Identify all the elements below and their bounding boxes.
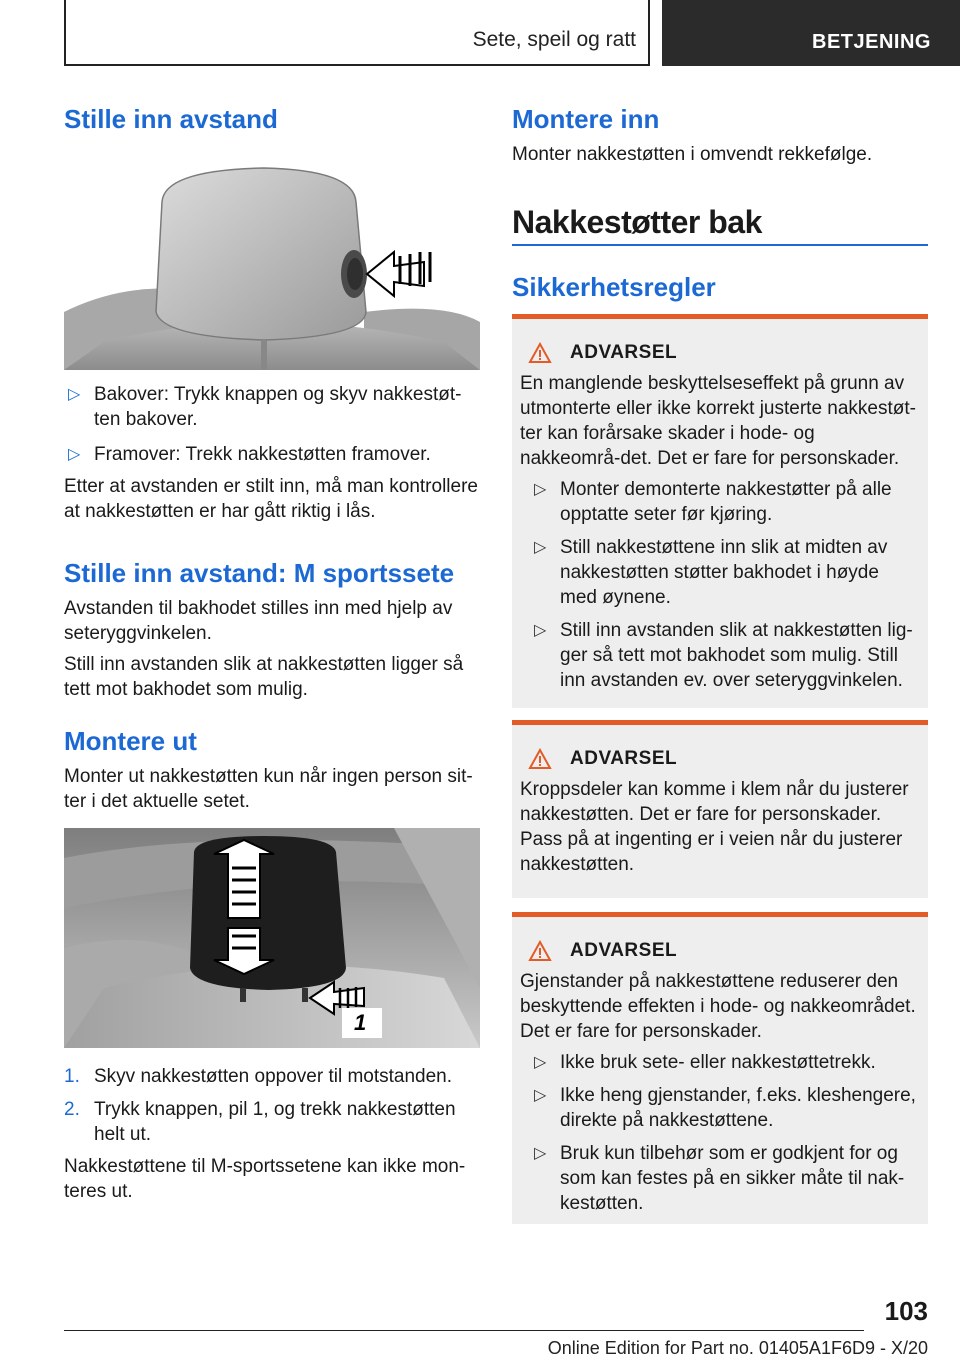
triangle-bullet-icon: ▷ xyxy=(534,1145,547,1162)
warning-list xyxy=(530,1050,920,1216)
warning-title xyxy=(520,341,920,365)
header-rule-left xyxy=(64,0,66,66)
page-number: 103 xyxy=(884,1296,928,1326)
step-text: Trykk knappen, pil 1, og trekk nakkestøtten helt ut. xyxy=(94,1099,456,1145)
heading-stille-inn-avstand: Stille inn avstand xyxy=(64,104,278,134)
paragraph-check-lock: Etter at avstanden er stilt inn, må man kontrollere at nakkestøtten er har gått riktig i lås. xyxy=(64,476,478,522)
headrest-illustration xyxy=(64,162,480,370)
warning-title-text: ADVARSEL xyxy=(570,342,678,363)
warning-title-text: ADVARSEL xyxy=(570,940,678,961)
triangle-bullet-icon: ▷ xyxy=(534,1087,547,1104)
warning-box-3 xyxy=(512,912,928,1224)
step-text: Skyv nakkestøtten oppover til motstanden. xyxy=(94,1066,453,1087)
warning-text: Gjenstander på nakkestøttene reduserer den beskyttende effekten i hode- og nakkeområdet. Det er fare for personskader. xyxy=(520,971,916,1042)
list-item-text: Bakover: Trykk knappen og skyv nakkestøt-ten bakover. xyxy=(94,384,462,430)
list-item-text: Still nakkestøttene inn slik at midten av nakkestøtten støtter bakhodet i høyde med øynene. xyxy=(560,537,888,608)
footer-rule xyxy=(64,1330,864,1331)
warning-triangle-icon xyxy=(528,342,552,364)
triangle-bullet-icon: ▷ xyxy=(534,622,547,639)
heading-underline xyxy=(512,244,928,246)
list-item-text: Bruk kun tilbehør som er godkjent for og som kan festes på en sikker måte til nak-kestøtten. xyxy=(560,1143,905,1214)
heading-m-sportssete: Stille inn avstand: M sportssete xyxy=(64,558,455,588)
warning-list xyxy=(530,477,920,693)
callout-number-1: 1 xyxy=(354,1010,367,1035)
list-item xyxy=(530,1083,920,1133)
header-section-title: Sete, speil og ratt xyxy=(472,28,636,51)
figure-headrest-distance xyxy=(64,162,480,370)
header-chapter-tab: BETJENING xyxy=(662,0,960,66)
triangle-bullet-icon: ▷ xyxy=(68,386,81,403)
warning-triangle-icon xyxy=(528,940,552,962)
warning-title xyxy=(520,747,920,771)
heading-sikkerhetsregler: Sikkerhetsregler xyxy=(512,272,716,302)
triangle-bullet-icon: ▷ xyxy=(534,1054,547,1071)
paragraph-montere-inn: Monter nakkestøtten i omvendt rekkefølge. xyxy=(512,144,873,165)
warning-triangle-icon xyxy=(528,748,552,770)
step-number: 1. xyxy=(64,1066,80,1087)
paragraph-montere-ut: Monter ut nakkestøtten kun når ingen person sit-ter i det aktuelle setet. xyxy=(64,766,473,812)
list-item xyxy=(64,382,480,432)
list-item-text: Monter demonterte nakkestøtter på alle opptatte seter før kjøring. xyxy=(560,479,892,525)
list-item-text: Still inn avstanden slik at nakkestøtten lig-ger så tett mot bakhodet som mulig. Still inn avstanden ev. over seteryggvinkelen. xyxy=(560,620,913,691)
triangle-bullet-icon: ▷ xyxy=(534,539,547,556)
paragraph-m-sport-1: Avstanden til bakhodet stilles inn med hjelp av seteryggvinkelen. xyxy=(64,598,453,644)
footer-edition: Online Edition for Part no. 01405A1F6D9 - X/20 xyxy=(547,1338,928,1358)
header-rule-divider xyxy=(648,0,650,66)
warning-title xyxy=(520,939,920,963)
list-item xyxy=(64,1064,480,1089)
warning-box-2 xyxy=(512,720,928,898)
warning-text: Kroppsdeler kan komme i klem når du justerer nakkestøtten. Det er fare for personskader. Pass på at ingenting er i veien når du justerer nakkestøtten. xyxy=(520,779,909,875)
list-item xyxy=(530,1050,920,1075)
triangle-bullet-icon: ▷ xyxy=(534,481,547,498)
list-item xyxy=(530,477,920,527)
list-distance-adjust xyxy=(64,382,480,467)
paragraph-m-sport-not-removable: Nakkestøttene til M-sportssetene kan ikke mon-teres ut. xyxy=(64,1156,466,1202)
list-item xyxy=(64,442,480,467)
heading-nakkestotter-bak: Nakkestøtter bak xyxy=(512,204,762,240)
figure-headrest-removal xyxy=(64,828,480,1048)
list-item xyxy=(530,618,920,693)
headrest-removal-illustration xyxy=(64,828,480,1048)
list-item-text: Ikke bruk sete- eller nakkestøttetrekk. xyxy=(560,1052,876,1073)
list-item xyxy=(530,535,920,610)
header-rule-bottom xyxy=(64,64,650,66)
triangle-bullet-icon: ▷ xyxy=(68,446,81,463)
list-item xyxy=(530,1141,920,1216)
step-number: 2. xyxy=(64,1099,80,1120)
warning-title-text: ADVARSEL xyxy=(570,748,678,769)
list-item-text: Ikke heng gjenstander, f.eks. kleshengere, direkte på nakkestøttene. xyxy=(560,1085,916,1131)
heading-montere-ut: Montere ut xyxy=(64,726,197,756)
warning-box-1 xyxy=(512,314,928,708)
list-item-text: Framover: Trekk nakkestøtten framover. xyxy=(94,444,431,465)
warning-text: En manglende beskyttelseseffekt på grunn av utmonterte eller ikke korrekt justerte nakkestøt-ter kan forårsake skader i hode- og nakkeområ-det. Det er fare for personskader. xyxy=(520,373,916,469)
heading-montere-inn: Montere inn xyxy=(512,104,660,134)
list-item xyxy=(64,1097,480,1147)
list-removal-steps xyxy=(64,1064,480,1147)
paragraph-m-sport-2: Still inn avstanden slik at nakkestøtten ligger så tett mot bakhodet som mulig. xyxy=(64,654,464,700)
